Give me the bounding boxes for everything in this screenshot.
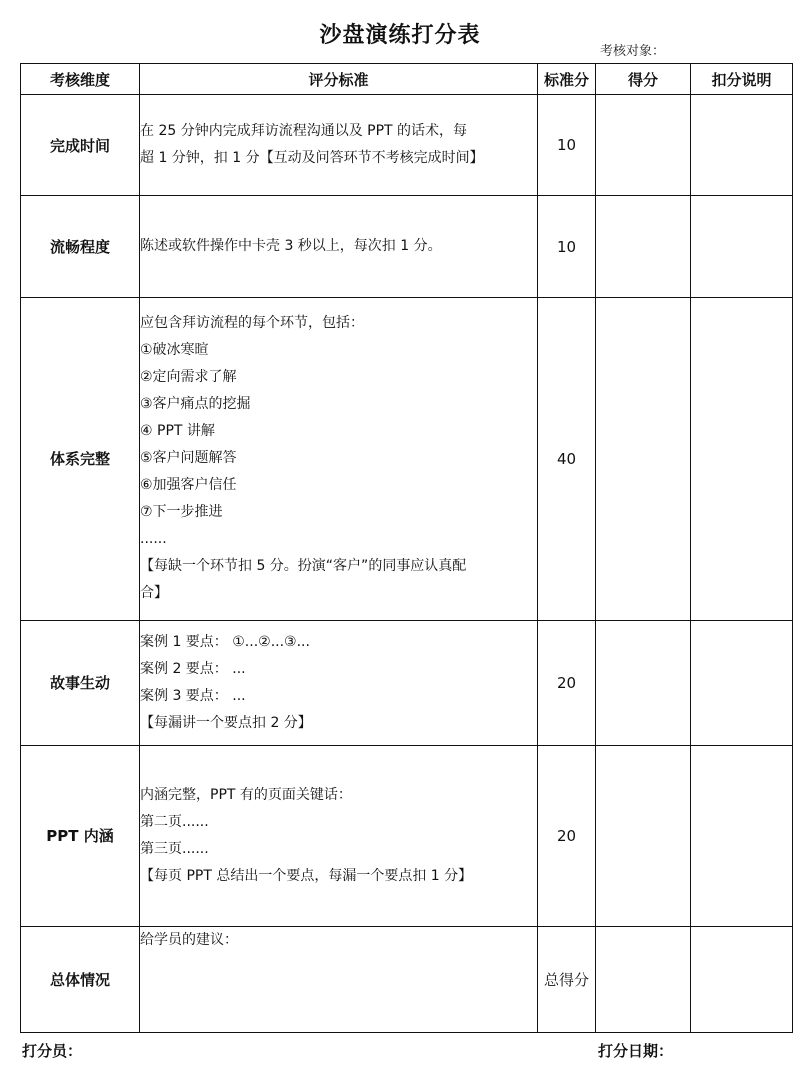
criteria-line: 内涵完整，PPT 有的页面关键话： (140, 786, 352, 803)
score-date-label: 打分日期： (598, 1042, 674, 1060)
criteria-line: 超 1 分钟，扣 1 分【互动及问答环节不考核完成时间】 (140, 150, 484, 167)
criteria-line: 【每缺一个环节扣 5 分。扮演“客户”的同事应认真配 (140, 558, 467, 575)
header-standard: 标准分 (538, 64, 596, 95)
criteria-line: 陈述或软件操作中卡壳 3 秒以上，每次扣 1 分。 (140, 238, 442, 255)
score-input-cell[interactable] (596, 196, 691, 298)
criteria-line: ⑥加强客户信任 (140, 477, 237, 494)
criteria-line: ...... (140, 531, 167, 548)
criteria-cell (140, 745, 538, 926)
criteria-cell (140, 298, 538, 620)
score-input-cell[interactable] (596, 95, 691, 196)
criteria-line: ⑤客户问题解答 (140, 450, 237, 467)
criteria-cell (140, 620, 538, 745)
standard-score-cell: 10 (538, 95, 596, 196)
criteria-line: ①破冰寒暄 (140, 342, 209, 359)
criteria-line: 案例 3 要点： ... (140, 687, 246, 704)
scorer-label: 打分员： (22, 1042, 83, 1060)
deduction-note-cell[interactable] (691, 926, 793, 1032)
dimension-cell: 体系完整 (21, 298, 140, 620)
table-row (21, 926, 793, 1032)
standard-score-cell: 10 (538, 196, 596, 298)
criteria-line: 在 25 分钟内完成拜访流程沟通以及 PPT 的话术，每 (140, 123, 468, 140)
criteria-line: 第二页...... (140, 813, 209, 830)
criteria-line: 【每漏讲一个要点扣 2 分】 (140, 714, 312, 731)
deduction-note-cell[interactable] (691, 745, 793, 926)
dimension-cell: 流畅程度 (21, 196, 140, 298)
advice-cell[interactable] (140, 926, 538, 1032)
score-input-cell[interactable] (596, 620, 691, 745)
header-dimension: 考核维度 (21, 64, 140, 95)
score-input-cell[interactable] (596, 298, 691, 620)
advice-label: 给学员的建议： (140, 931, 238, 948)
table-row (21, 620, 793, 745)
subject-label: 考核对象： (600, 44, 666, 59)
criteria-line: ③客户痛点的挖掘 (140, 396, 251, 413)
deduction-note-cell[interactable] (691, 95, 793, 196)
table-row (21, 298, 793, 620)
table-row (21, 196, 793, 298)
criteria-line: 应包含拜访流程的每个环节，包括： (140, 315, 364, 332)
standard-score-cell: 20 (538, 620, 596, 745)
criteria-line: ⑦下一步推进 (140, 504, 223, 521)
total-score-label: 总得分 (538, 926, 596, 1032)
criteria-line: 案例 2 要点： ... (140, 660, 246, 677)
standard-score-cell: 20 (538, 745, 596, 926)
header-deduction: 扣分说明 (691, 64, 793, 95)
header-criteria: 评分标准 (140, 64, 538, 95)
table-row (21, 95, 793, 196)
form-title: 沙盘演练打分表 (319, 23, 481, 48)
criteria-line: 案例 1 要点： ①...②...③... (140, 633, 310, 650)
deduction-note-cell[interactable] (691, 196, 793, 298)
dimension-cell: 完成时间 (21, 95, 140, 196)
criteria-line: 【每页 PPT 总结出一个要点，每漏一个要点扣 1 分】 (140, 867, 473, 884)
criteria-cell (140, 196, 538, 298)
header-score: 得分 (596, 64, 691, 95)
score-input-cell[interactable] (596, 745, 691, 926)
criteria-line: ②定向需求了解 (140, 369, 237, 386)
criteria-cell (140, 95, 538, 196)
deduction-note-cell[interactable] (691, 620, 793, 745)
score-table (20, 63, 793, 1033)
table-row (21, 745, 793, 926)
criteria-line: 合】 (140, 585, 168, 602)
criteria-line: 第三页...... (140, 840, 209, 857)
deduction-note-cell[interactable] (691, 298, 793, 620)
criteria-line: ④ PPT 讲解 (140, 423, 215, 440)
header-row (21, 64, 793, 95)
standard-score-cell: 40 (538, 298, 596, 620)
total-score-input-cell[interactable] (596, 926, 691, 1032)
dimension-cell: PPT 内涵 (21, 745, 140, 926)
dimension-cell: 故事生动 (21, 620, 140, 745)
dimension-cell: 总体情况 (21, 926, 140, 1032)
